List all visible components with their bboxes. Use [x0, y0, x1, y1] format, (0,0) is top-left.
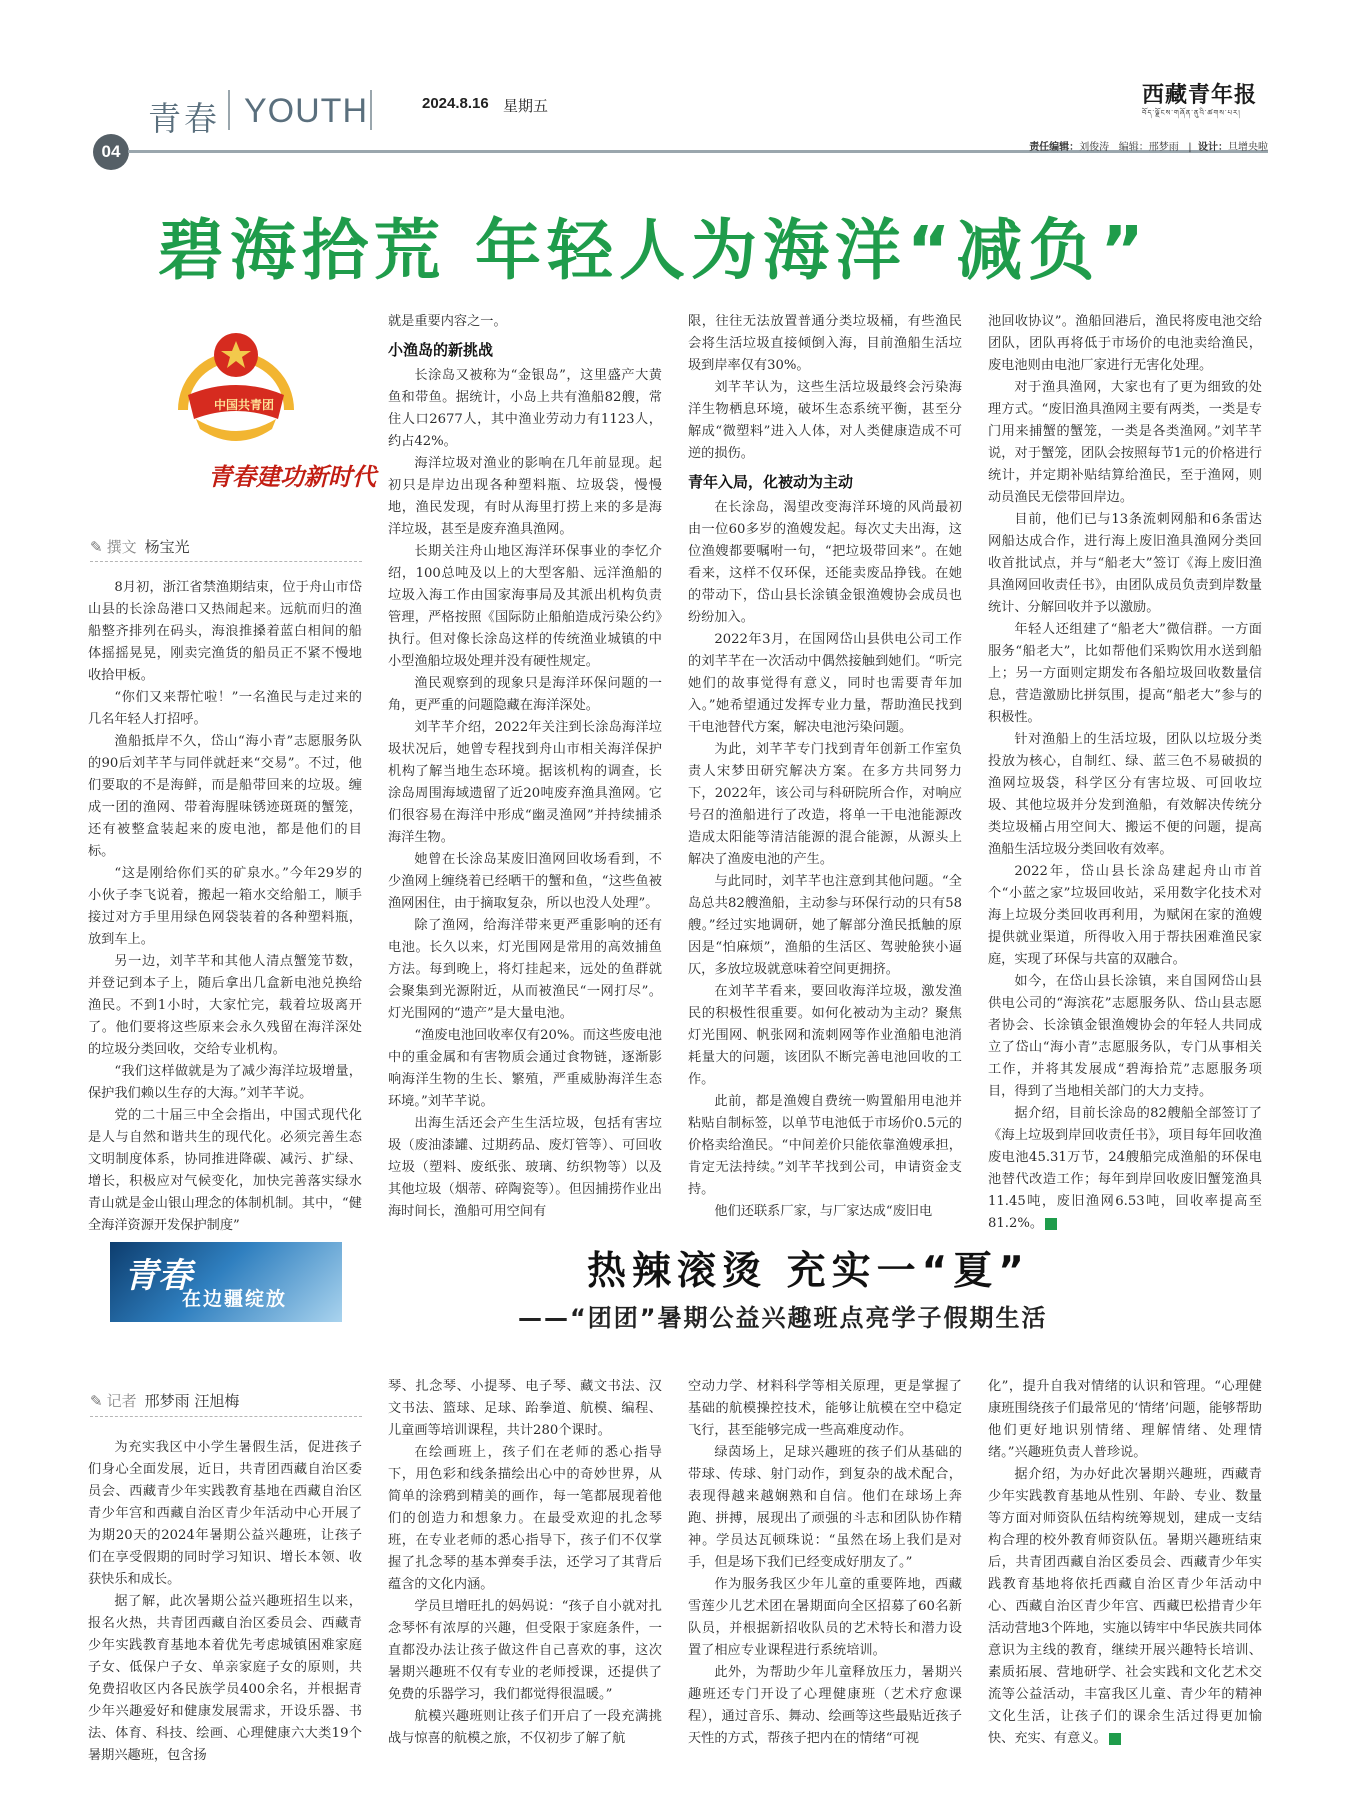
paragraph-text: 据介绍，目前长涂岛的82艘船全部签订了《海上垃圾到岸回收责任书》，项目每年回收渔废电池45.31万节，24艘船完成渔船的环保电池替代改造工作；每年到岸回收废旧蟹笼渔具11.45吨，废旧渔网6.53吨，回收率提高至81.2%。 — [988, 1106, 1262, 1231]
end-mark-icon: 青 — [1045, 1218, 1057, 1230]
paragraph: “你们又来帮忙啦！”一名渔民与走过来的几名年轻人打招呼。 — [88, 690, 362, 727]
editor-name: 刘俊涛 — [1079, 142, 1110, 153]
paragraph: 针对渔船上的生活垃圾，团队以垃圾分类投放为核心，自制红、绿、蓝三色不易破损的渔网垃圾袋，科学区分有害垃圾、可回收垃圾、其他垃圾并分发到渔船，有效解决传统分类垃圾桶占用空间大、搬运不便的问题，提高渔船生活垃圾分类回收有效率。 — [988, 732, 1262, 857]
section-heading: 小渔岛的新挑战 — [388, 341, 494, 359]
designer-name: 旦增央啦 — [1228, 142, 1268, 153]
editor-label: 责任编辑： — [1029, 142, 1080, 153]
paragraph: 2022年3月，在国网岱山县供电公司工作的刘芊芊在一次活动中偶然接触到她们。“听完她们的故事觉得有意义，同时也需要青年加入。”她希望通过发挥专业力量，帮助渔民找到干电池替代方案，解决电池污染问题。 — [688, 632, 962, 735]
paragraph: 在刘芊芊看来，要回收海洋垃圾，激发渔民的积极性很重要。如何化被动为主动？聚焦灯光围网、帆张网和流刺网等作业渔船电池消耗量大的问题，该团队不断完善电池回收的工作。 — [688, 984, 962, 1087]
paragraph — [988, 1103, 1262, 1235]
paragraph: “渔废电池回收率仅有20%。而这些废电池中的重金属和有害物质会通过食物链，逐渐影响海洋生物的生长、繁殖，严重威胁海洋生态环境。”刘芊芊说。 — [388, 1028, 662, 1109]
article1-col4 — [988, 311, 1262, 1235]
paragraph-text: 据介绍，为办好此次暑期兴趣班，西藏青少年实践教育基地从性别、年龄、专业、数量等方面对师资队伍结构统筹规划，建成一支结构合理的校外教育师资队伍。暑期兴趣班结束后，共青团西藏自治区委员会、西藏青少年实践教育基地将依托西藏自治区青少年活动中心、西藏自治区青少年宫、西藏巴松措青少年活动营地3个阵地，实施以铸牢中华民族共同体意识为主线的教育，继续开展兴趣特长培训、素质拓展、营地研学、社会实践和文化艺术交流等公益活动，丰富我区儿童、青少年的精神文化生活，让孩子们的课余生活过得更加愉快、充实、有意义。 — [988, 1467, 1262, 1746]
paragraph: 渔民观察到的现象只是海洋环保问题的一角，更严重的问题隐藏在海洋深处。 — [388, 676, 662, 713]
designer-label: 设计： — [1198, 142, 1228, 153]
paragraph: 为充实我区中小学生暑假生活，促进孩子们身心全面发展，近日，共青团西藏自治区委员会、西藏青少年实践教育基地在西藏自治区青少年宫和西藏自治区青少年活动中心开展了为期20天的2024年暑期公益兴趣班，让孩子们在享受假期的同时学习知识、增长本领、收获快乐和成长。 — [88, 1440, 362, 1587]
author-names: 邢梦雨 汪旭梅 — [144, 1392, 240, 1410]
paragraph: 海洋垃圾对渔业的影响在几年前显现。起初只是岸边出现各种塑料瓶、垃圾袋，慢慢地，渔民发现，有时从海里打捞上来的多是海洋垃圾，甚至是废弃渔具渔网。 — [388, 456, 662, 537]
paragraph: 池回收协议”。渔船回港后，渔民将废电池交给团队，团队再将低于市场价的电池卖给渔民，废电池则由电池厂家进行无害化处理。 — [988, 314, 1262, 373]
paragraph: 化”，提升自我对情绪的认识和管理。“心理健康班围绕孩子们最常见的‘情绪’问题，能够帮助他们更好地识别情绪、理解情绪、处理情绪。”兴趣班负责人普珍说。 — [988, 1379, 1262, 1460]
issue-date: 2024.8.16 — [422, 95, 489, 112]
paragraph: 年轻人还组建了“船老大”微信群。一方面服务“船老大”，比如帮他们采购饮用水送到船上；另一方面则定期发布各船垃圾回收数量信息，营造激励比拼氛围，提高“船老大”参与的积极性。 — [988, 622, 1262, 725]
paragraph: 在长涂岛，渴望改变海洋环境的风尚最初由一位60多岁的渔嫂发起。每次丈夫出海，这位渔嫂都要嘱咐一句，“把垃圾带回来”。在她看来，这样不仅环保，还能卖废品挣钱。在她的带动下，岱山县长涂镇金银渔嫂协会成员也纷纷加入。 — [688, 500, 962, 625]
paragraph: 学员旦增旺扎的妈妈说：“孩子自小就对扎念琴怀有浓厚的兴趣，但受限于家庭条件，一直都没办法让孩子做这件自己喜欢的事，这次暑期兴趣班不仅有专业的老师授课，还提供了免费的乐器学习，我们都觉得很温暖。” — [388, 1599, 662, 1702]
end-mark-icon: 青 — [1109, 1733, 1121, 1745]
paragraph: 据了解，此次暑期公益兴趣班招生以来，报名火热，共青团西藏自治区委员会、西藏青少年实践教育基地本着优先考虑城镇困难家庭子女、低保户子女、单亲家庭子女的原则，共免费招收区内各民族学员400余名，并根据青少年兴趣爱好和健康发展需求，开设乐器、书法、体育、科技、绘画、心理健康六大类19个暑期兴趣班，包含扬 — [88, 1594, 362, 1763]
author-name: 杨宝光 — [144, 538, 190, 556]
pen-icon: ✎ — [90, 1392, 103, 1410]
byline-rule — [90, 561, 362, 563]
paragraph: 空动力学、材料科学等相关原理，更是掌握了基础的航模操控技术，能够让航模在空中稳定飞行，甚至能够完成一些高难度动作。 — [688, 1379, 962, 1438]
article1-col2 — [388, 311, 662, 1223]
paragraph: 限，往往无法放置普通分类垃圾桶，有些渔民会将生活垃圾直接倾倒入海，目前渔船生活垃圾到岸率仅有30%。 — [688, 314, 962, 373]
article2-col2 — [388, 1376, 662, 1750]
column-banner — [110, 1242, 342, 1322]
paragraph: 此前，都是渔嫂自费统一购置船用电池并粘贴自制标签，以单节电池低于市场价0.5元的价格卖给渔民。“中间差价只能依靠渔嫂承担，肯定无法持续。”刘芊芊找到公司，申请资金支持。 — [688, 1094, 962, 1197]
banner-title: 青春 — [124, 1256, 192, 1296]
credits: 责任编辑：刘俊涛 编辑：邢梦雨 | 设计：旦增央啦 — [1029, 142, 1268, 153]
divider — [370, 90, 372, 130]
article2-byline — [90, 1390, 239, 1411]
paragraph: 对于渔具渔网，大家也有了更为细致的处理方式。“废旧渔具渔网主要有两类，一类是专门用来捕蟹的蟹笼，一类是各类渔网。”刘芊芊说，对于蟹笼，团队会按照每节1元的价格进行统计，并定期补贴结算给渔民，至于渔网，则动员渔民无偿带回岸边。 — [988, 380, 1262, 505]
article2-col4 — [988, 1376, 1262, 1750]
logo-lettering: 中国共青团 — [214, 398, 275, 412]
paragraph: 出海生活还会产生生活垃圾，包括有害垃圾（废油漆罐、过期药品、废灯管等）、可回收垃圾（塑料、废纸张、玻璃、纺织物等）以及其他垃圾（烟蒂、碎陶瓷等）。但因捕捞作业出海时间长，渔船可用空间有 — [388, 1116, 662, 1219]
newspaper-name: 西藏青年报 — [1142, 82, 1258, 108]
article2-subheadline: ——“团团”暑期公益兴趣班点亮学子假期生活 — [518, 1304, 1048, 1332]
byline-rule — [90, 1416, 362, 1418]
paragraph: 作为服务我区少年儿童的重要阵地，西藏雪莲少儿艺术团在暑期面向全区招募了60名新队员，并根据新招收队员的艺术特长和潜力设置了相应专业课程进行系统培训。 — [688, 1577, 962, 1658]
paragraph — [988, 1464, 1262, 1750]
section-title-en: YOUTH — [244, 92, 368, 130]
youth-league-emblem-icon — [118, 315, 376, 515]
paragraph: 另一边，刘芊芊和其他人清点蟹笼节数，并登记到本子上，随后拿出几盒新电池兑换给渔民。不到1小时，大家忙完，载着垃圾离开了。他们要将这些原来会永久残留在海洋深处的垃圾分类回收，交给专业机构。 — [88, 954, 362, 1057]
copyeditor-label: 编辑： — [1118, 142, 1149, 153]
paragraph: 刘芊芊介绍，2022年关注到长涂岛海洋垃圾状况后，她曾专程找到舟山市相关海洋保护机构了解当地生态环境。据该机构的调查，长涂岛周围海域遗留了近20吨废弃渔具渔网。它们很容易在海洋中形成“幽灵渔网”并持续捕杀海洋生物。 — [388, 720, 662, 845]
section-heading: 青年入局，化被动为主动 — [688, 473, 854, 491]
paragraph: 长涂岛又被称为“金银岛”，这里盛产大黄鱼和带鱼。据统计，小岛上共有渔船82艘，常住人口2677人，其中渔业劳动力有1123人，约占42%。 — [388, 368, 662, 449]
paragraph: 他们还联系厂家，与厂家达成“废旧电 — [714, 1204, 933, 1219]
paragraph: 除了渔网，给海洋带来更严重影响的还有电池。长久以来，灯光围网是常用的高效捕鱼方法。每到晚上，将灯挂起来，远处的鱼群就会聚集到光源附近，从而被渔民“一网打尽”。灯光围网的“遗产”是大量电池。 — [388, 918, 662, 1021]
paragraph: 目前，他们已与13条流刺网船和6条雷达网船达成合作，进行海上废旧渔具渔网分类回收首批试点，并与“船老大”签订《海上废旧渔具渔网回收责任书》，由团队成员负责到岸数量统计、分解回收并予以激励。 — [988, 512, 1262, 615]
paragraph: 绿茵场上，足球兴趣班的孩子们从基础的带球、传球、射门动作，到复杂的战术配合，表现得越来越娴熟和自信。他们在球场上奔跑、拼搏，展现出了顽强的斗志和团队协作精神。学员达瓦顿珠说：“虽然在场上我们是对手，但是场下我们已经变成好朋友了。” — [688, 1445, 962, 1570]
article2-headline: 热辣滚烫 充实一“夏” — [587, 1249, 1030, 1294]
paragraph: 为此，刘芊芊专门找到青年创新工作室负责人宋梦田研究解决方案。在多方共同努力下，2022年，该公司与科研院所合作，对响应号召的渔船进行了改造，将单一干电池能源改造成太阳能等清洁能源的混合能源，从源头上解决了渔废电池的产生。 — [688, 742, 962, 867]
newspaper-name-tibetan: བོད་ལྗོངས་གཞོན་ནུའི་ཚགས་པར། — [1142, 109, 1241, 117]
pen-icon: ✎ — [90, 538, 103, 556]
youth-league-logo — [118, 315, 376, 515]
paragraph: 与此同时，刘芊芊也注意到其他问题。“全岛总共82艘渔船，主动参与环保行动的只有58艘。”经过实地调研，她了解部分渔民抵触的原因是“怕麻烦”，渔船的生活区、驾驶舱狭小逼仄，多放垃圾就意味着空间更拥挤。 — [688, 874, 962, 977]
paragraph: 党的二十届三中全会指出，中国式现代化是人与自然和谐共生的现代化。必须完善生态文明制度体系，协同推进降碳、减污、扩绿、增长，积极应对气候变化，加快完善落实绿水青山就是金山银山理念的体制机制。其中，“健全海洋资源开发保护制度” — [88, 1108, 362, 1233]
paragraph: 2022年，岱山县长涂岛建起舟山市首个“小蓝之家”垃圾回收站，采用数字化技术对海上垃圾分类回收再利用，为赋闲在家的渔嫂提供就业渠道，所得收入用于帮扶困难渔民家庭，实现了环保与共富的双融合。 — [988, 864, 1262, 967]
slogan-text: 青春建功新时代 — [208, 462, 376, 491]
article1-col1 — [88, 577, 362, 1237]
paragraph: 8月初，浙江省禁渔期结束，位于舟山市岱山县的长涂岛港口又热闹起来。远航而归的渔船整齐排列在码头，海浪推搡着蓝白相间的船体摇摇晃晃，刚卖完渔货的船员正不紧不慢地收拾甲板。 — [88, 580, 362, 683]
article2-col3 — [688, 1376, 962, 1750]
article1-col3 — [688, 311, 962, 1223]
divider — [228, 90, 230, 130]
banner-subtitle: 在边疆绽放 — [182, 1288, 288, 1310]
issue-weekday: 星期五 — [503, 97, 549, 115]
paragraph: 刘芊芊认为，这些生活垃圾最终会污染海洋生物栖息环境，破坏生态系统平衡，甚至分解成“微塑料”进入人体，对人类健康造成不可逆的损伤。 — [688, 380, 962, 461]
paragraph: 渔船抵岸不久，岱山“海小青”志愿服务队的90后刘芊芊与同伴就赶来“交易”。不过，他们要取的不是海鲜，而是船带回来的垃圾。缠成一团的渔网、带着海腥味锈迹斑斑的蟹笼，还有被整盒装起来的废电池，都是他们的目标。 — [88, 734, 362, 859]
article2-col1 — [88, 1437, 362, 1767]
paragraph: 此外，为帮助少年儿童释放压力，暑期兴趣班还专门开设了心理健康班（艺术疗愈课程），通过音乐、舞动、绘画等这些最贴近孩子天性的方式，帮孩子把内在的情绪“可视 — [688, 1665, 962, 1746]
section-title-cn: 青春 — [148, 99, 220, 138]
paragraph: 她曾在长涂岛某废旧渔网回收场看到，不少渔网上缠绕着已经晒干的蟹和鱼，“这些鱼被渔网困住，由于摘取复杂，所以也没人处理”。 — [388, 852, 662, 911]
byline-label: 撰文 — [106, 538, 137, 556]
article1-byline — [90, 536, 190, 557]
paragraph: 琴、扎念琴、小提琴、电子琴、藏文书法、汉文书法、篮球、足球、跆拳道、航模、编程、儿童画等培训课程，共计280个课时。 — [388, 1379, 662, 1438]
paragraph: 就是重要内容之一。 — [388, 314, 507, 329]
page-number: 04 — [93, 134, 129, 170]
copyeditor-name: 邢梦雨 — [1148, 142, 1179, 153]
paragraph: 长期关注舟山地区海洋环保事业的李忆介绍，100总吨及以上的大型客船、远洋渔船的垃圾入海工作由国家海事局及其派出机构负责管理，严格按照《国际防止船舶造成污染公约》执行。但对像长涂岛这样的传统渔业城镇的中小型渔船垃圾处理并没有硬性规定。 — [388, 544, 662, 669]
paragraph: 如今，在岱山县长涂镇，来自国网岱山县供电公司的“海滨花”志愿服务队、岱山县志愿者协会、长涂镇金银渔嫂协会的年轻人共同成立了岱山“海小青”志愿服务队，专门从事相关工作，并将其发展成“碧海拾荒”志愿服务项目，得到了当地相关部门的大力支持。 — [988, 974, 1262, 1099]
byline-label: 记者 — [106, 1392, 137, 1410]
paragraph: 在绘画班上，孩子们在老师的悉心指导下，用色彩和线条描绘出心中的奇妙世界，从简单的涂鸦到精美的画作，每一笔都展现着他们的创造力和想象力。在最受欢迎的扎念琴班，在专业老师的悉心指导下，孩子们不仅掌握了扎念琴的基本弹奏手法，还学习了其背后蕴含的文化内涵。 — [388, 1445, 662, 1592]
paragraph: 航模兴趣班则让孩子们开启了一段充满挑战与惊喜的航模之旅，不仅初步了解了航 — [388, 1709, 662, 1746]
article1-headline: 碧海拾荒 年轻人为海洋“减负” — [158, 212, 1150, 289]
paragraph: “我们这样做就是为了减少海洋垃圾增量，保护我们赖以生存的大海。”刘芊芊说。 — [88, 1064, 362, 1101]
paragraph: “这是刚给你们买的矿泉水。”今年29岁的小伙子李飞说着，搬起一箱水交给船工，顺手接过对方手里用绿色网袋装着的各种塑料瓶，放到车上。 — [88, 866, 362, 947]
